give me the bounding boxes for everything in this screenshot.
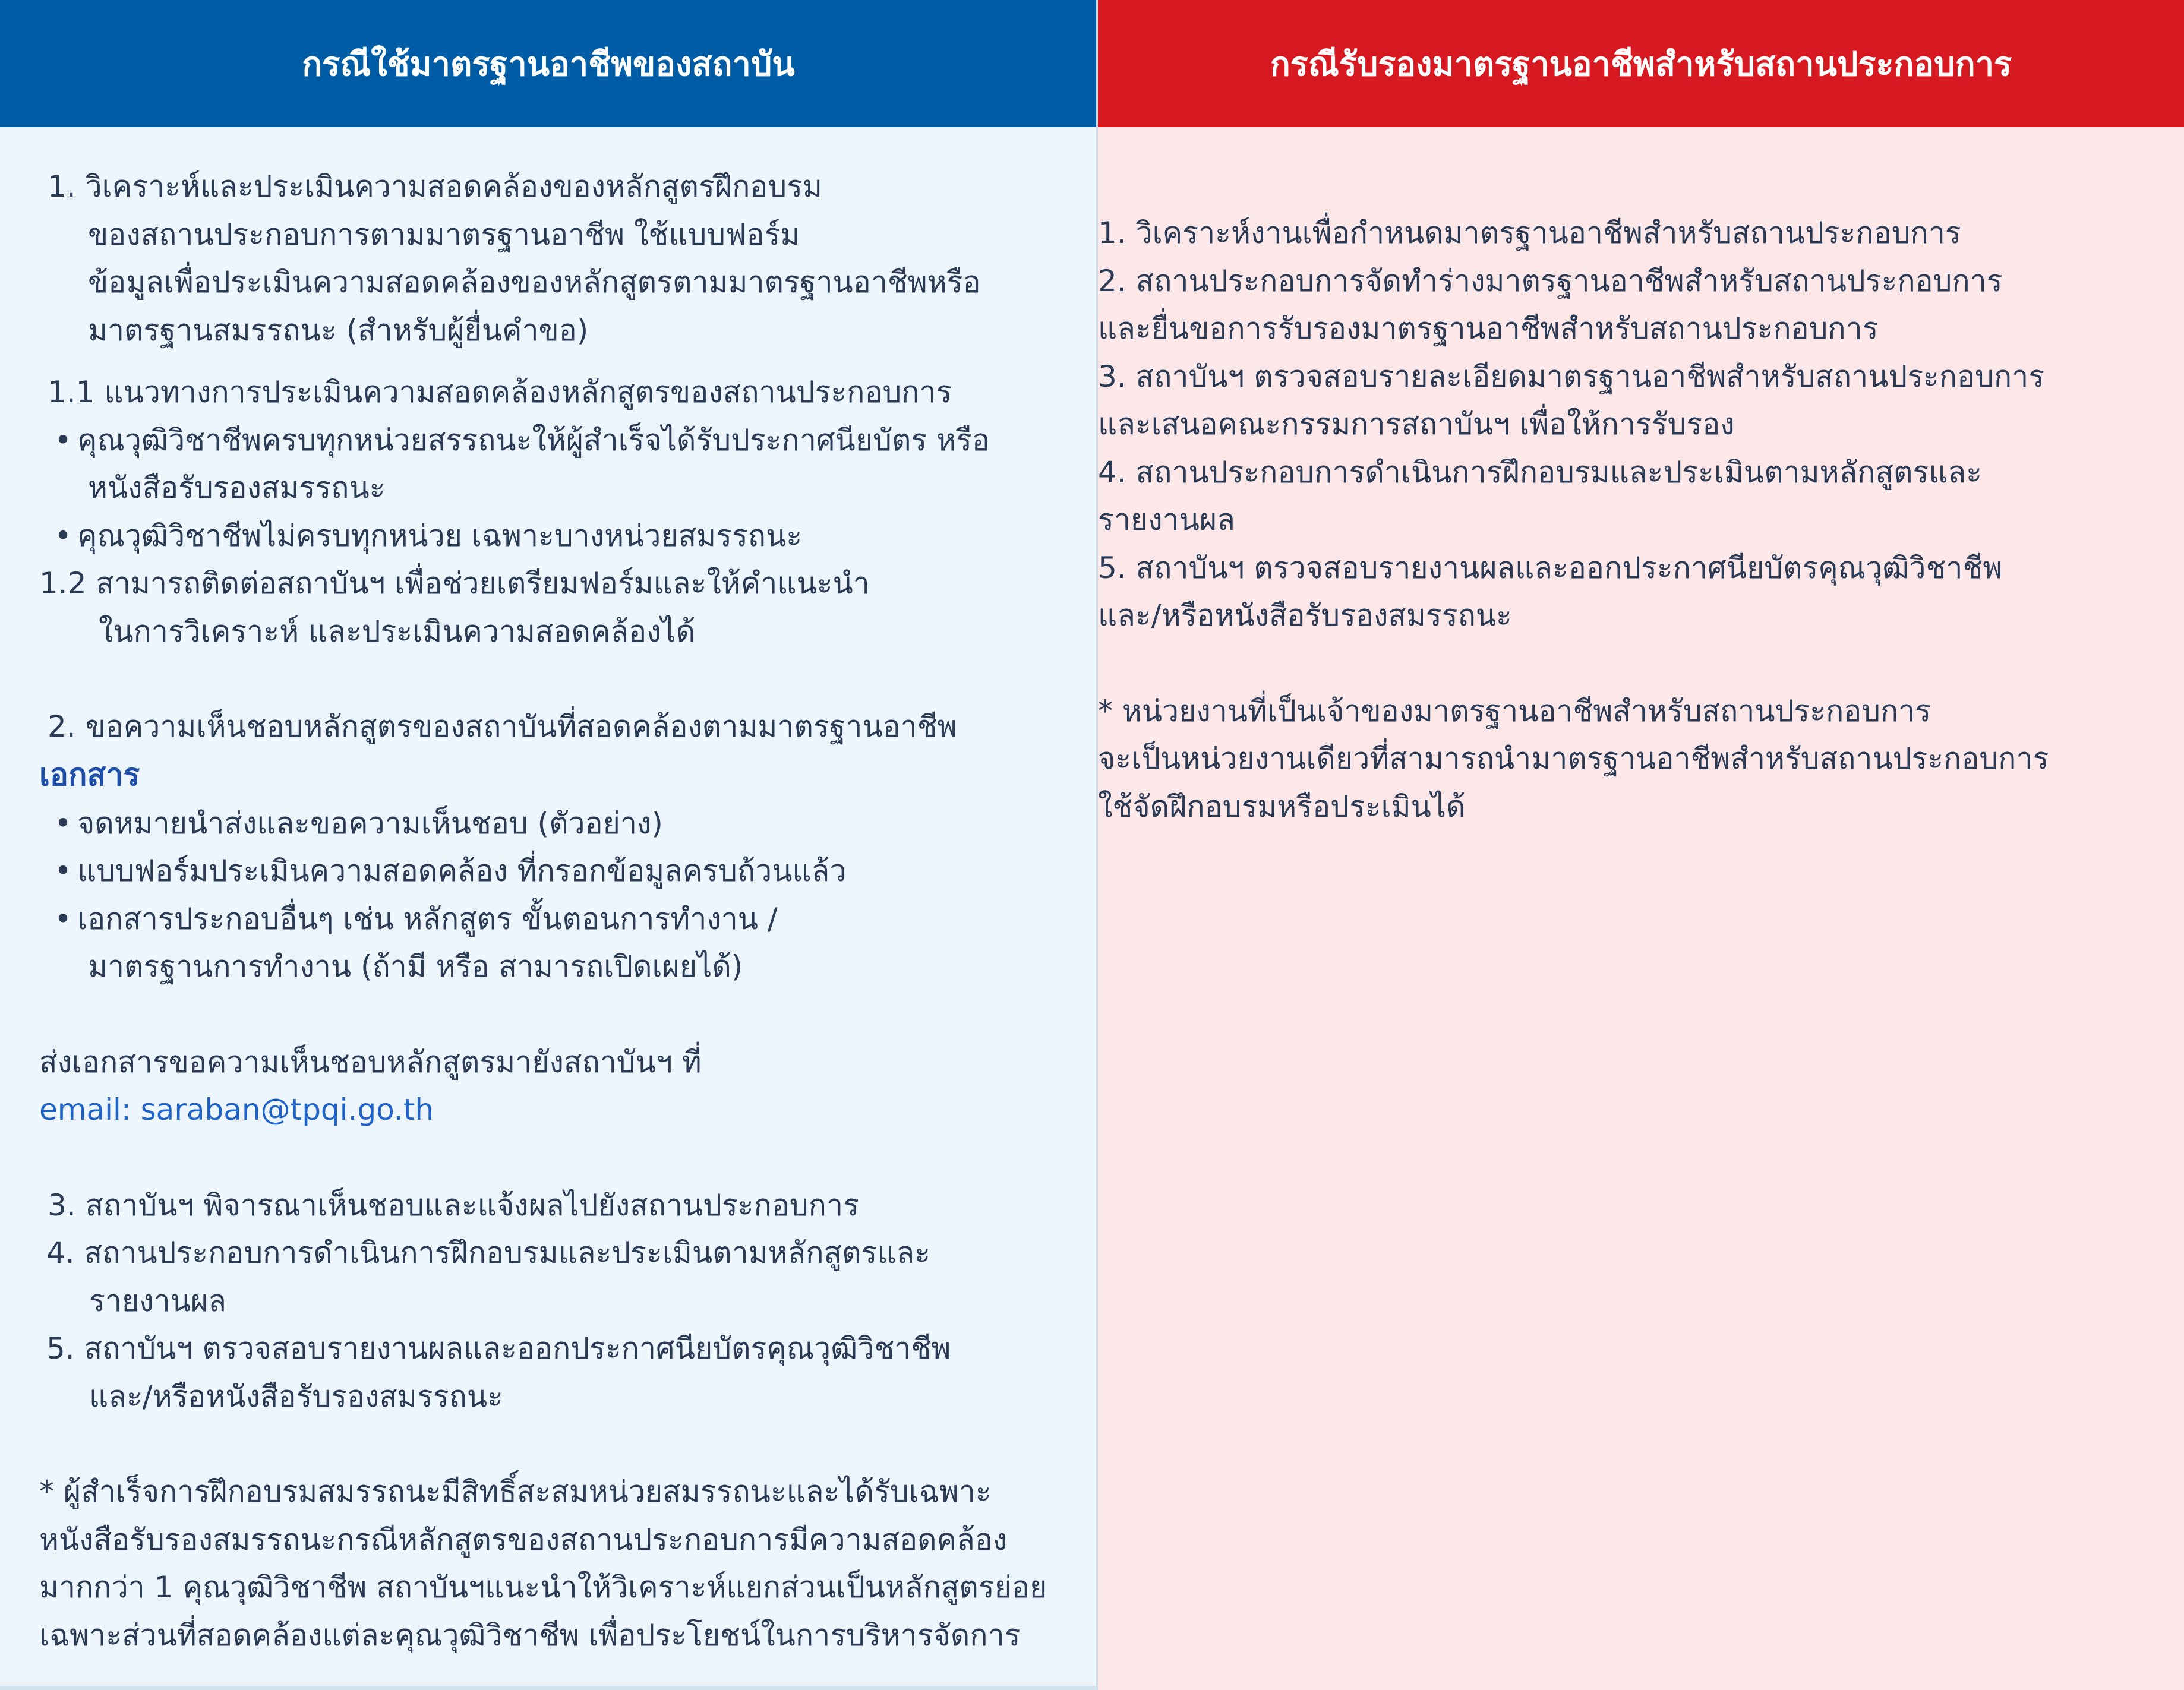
step1-line: ข้อมูลเพื่อประเมินความสอดคล้องของหลักสูตรตามมาตรฐานอาชีพหรือ xyxy=(88,265,981,299)
right-step-line: 2. สถานประกอบการจัดทำร่างมาตรฐานอาชีพสำหรับสถานประกอบการ xyxy=(1098,263,2003,298)
step1-line: 1. วิเคราะห์และประเมินความสอดคล้องของหลักสูตรฝึกอบรม xyxy=(48,169,822,204)
right-column-body xyxy=(1098,127,2184,830)
right-step-line: 3. สถาบันฯ ตรวจสอบรายละเอียดมาตรฐานอาชีพสำหรับสถานประกอบการ xyxy=(1098,359,2045,394)
step3-line: 3. สถาบันฯ พิจารณาเห็นชอบและแจ้งผลไปยังสถานประกอบการ xyxy=(48,1187,859,1223)
email-link[interactable]: email: saraban@tpqi.go.th xyxy=(39,1092,434,1127)
document-item-continued: มาตรฐานการทำงาน (ถ้ามี หรือ สามารถเปิดเผยได้) xyxy=(88,949,743,984)
bullet-item-continued: หนังสือรับรองสมรรถนะ xyxy=(88,470,386,505)
bullet-dot-icon: • xyxy=(54,805,72,841)
left-note-line: เฉพาะส่วนที่สอดคล้องแต่ละคุณวุฒิวิชาชีพ เพื่อประโยชน์ในการบริหารจัดการ xyxy=(39,1618,1021,1653)
left-column-body xyxy=(0,127,1097,1659)
step5-line: 5. สถาบันฯ ตรวจสอบรายงานผลและออกประกาศนียบัตรคุณวุฒิวิชาชีพ xyxy=(46,1331,951,1366)
document-item: • แบบฟอร์มประเมินความสอดคล้อง ที่กรอกข้อมูลครบถ้วนแล้ว xyxy=(0,847,1097,895)
right-note-line: ใช้จัดฝึกอบรมหรือประเมินได้ xyxy=(1098,789,1466,824)
left-note-line: มากกว่า 1 คุณวุฒิวิชาชีพ สถาบันฯแนะนำให้วิเคราะห์แยกส่วนเป็นหลักสูตรย่อย xyxy=(39,1570,1047,1604)
right-step-line: และเสนอคณะกรรมการสถาบันฯ เพื่อให้การรับรอง xyxy=(1098,407,1735,441)
left-note-line: * ผู้สำเร็จการฝึกอบรมสมรรถนะมีสิทธิ์สะสมหน่วยสมรรถนะและได้รับเฉพาะ xyxy=(39,1474,992,1509)
step1-line: มาตรฐานสมรรถนะ (สำหรับผู้ยื่นคำขอ) xyxy=(88,312,589,348)
step5-line: และ/หรือหนังสือรับรองสมรรถนะ xyxy=(89,1379,503,1414)
bullet-dot-icon: • xyxy=(54,854,72,888)
bullet-dot-icon: • xyxy=(54,422,72,457)
right-step-line: รายงานผล xyxy=(1098,503,1235,537)
document-item: • จดหมายนำส่งและขอความเห็นชอบ (ตัวอย่าง) xyxy=(0,800,1097,848)
left-note-line: หนังสือรับรองสมรรถนะกรณีหลักสูตรของสถานประกอบการมีความสอดคล้อง xyxy=(39,1522,1008,1557)
send-documents-text: ส่งเอกสารขอความเห็นชอบหลักสูตรมายังสถาบันฯ ที่ xyxy=(39,1044,702,1079)
bullet-dot-icon: • xyxy=(54,901,72,936)
right-step-line: และ/หรือหนังสือรับรองสมรรถนะ xyxy=(1098,598,1512,633)
step1-line: ของสถานประกอบการตามมาตรฐานอาชีพ ใช้แบบฟอร์ม xyxy=(88,217,800,252)
step4-line: รายงานผล xyxy=(89,1283,226,1318)
right-step-line: และยื่นขอการรับรองมาตรฐานอาชีพสำหรับสถานประกอบการ xyxy=(1098,311,1879,346)
documents-heading: เอกสาร xyxy=(39,757,140,793)
substep-1-2-line: ในการวิเคราะห์ และประเมินความสอดคล้องได้ xyxy=(99,614,696,649)
bullet-item: • คุณวุฒิวิชาชีพไม่ครบทุกหน่วย เฉพาะบางหน่วยสมรรถนะ xyxy=(0,512,1097,560)
substep-1-1-title: 1.1 แนวทางการประเมินความสอดคล้องหลักสูตรของสถานประกอบการ xyxy=(48,375,952,409)
step2-line: 2. ขอความเห็นชอบหลักสูตรของสถาบันที่สอดคล้องตามมาตรฐานอาชีพ xyxy=(48,709,957,744)
bullet-item: • คุณวุฒิวิชาชีพครบทุกหน่วยสรรถนะให้ผู้สำเร็จได้รับประกาศนียบัตร หรือ xyxy=(0,416,1097,465)
step4-line: 4. สถานประกอบการดำเนินการฝึกอบรมและประเมินตามหลักสูตรและ xyxy=(46,1236,931,1270)
bullet-dot-icon: • xyxy=(54,518,72,553)
right-column-header: กรณีรับรองมาตรฐานอาชีพสำหรับสถานประกอบการ xyxy=(1098,0,2184,127)
right-step-line: 1. วิเคราะห์งานเพื่อกำหนดมาตรฐานอาชีพสำหรับสถานประกอบการ xyxy=(1098,216,1961,250)
right-step-line: 5. สถาบันฯ ตรวจสอบรายงานผลและออกประกาศนียบัตรคุณวุฒิวิชาชีพ xyxy=(1098,550,2003,585)
right-note-line: * หน่วยงานที่เป็นเจ้าของมาตรฐานอาชีพสำหรับสถานประกอบการ xyxy=(1098,693,1931,728)
right-step-line: 4. สถานประกอบการดำเนินการฝึกอบรมและประเมินตามหลักสูตรและ xyxy=(1098,454,1983,489)
document-item: • เอกสารประกอบอื่นๆ เช่น หลักสูตร ขั้นตอนการทำงาน / xyxy=(0,895,1097,943)
bottom-rule xyxy=(0,1686,1097,1690)
left-column-header: กรณีใช้มาตรฐานอาชีพของสถาบัน xyxy=(0,0,1097,127)
workplace-standard-column xyxy=(1098,0,2184,1690)
right-note-line: จะเป็นหน่วยงานเดียวที่สามารถนำมาตรฐานอาชีพสำหรับสถานประกอบการ xyxy=(1098,741,2049,776)
substep-1-2-line: 1.2 สามารถติดต่อสถาบันฯ เพื่อช่วยเตรียมฟอร์มและให้คำแนะนำ xyxy=(39,566,870,601)
